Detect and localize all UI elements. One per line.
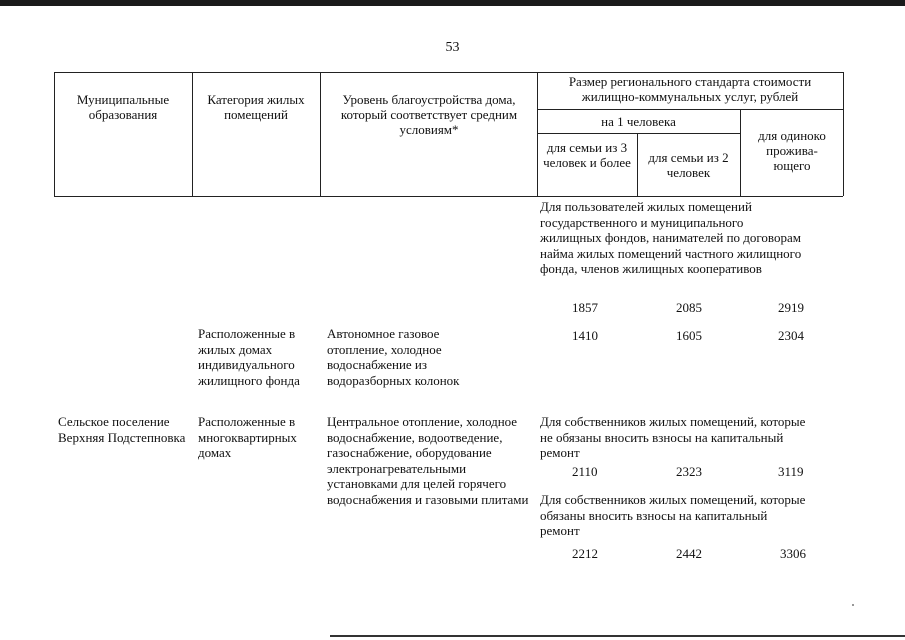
header-single: для одиноко прожива-ющего — [758, 128, 826, 173]
header-family-2: для семьи из 2 человек — [648, 150, 729, 180]
row2-amenities: Центральное отопление, холодное водоснабжение, водоотведение, газоснабжение, оборудование электронагревательными установками для целей горячего водоснабжения и газовыми плитами — [327, 414, 529, 507]
row2b-value-single: 3306 — [780, 546, 806, 561]
row1-value-single: 2304 — [778, 328, 804, 343]
header-family-3: для семьи из 3 человек и более — [543, 140, 631, 170]
row1-value-family3: 1410 — [572, 328, 598, 343]
page-number: 53 — [445, 40, 460, 55]
row2-note-b: Для собственников жилых помещений, которые обязаны вносить взносы на капитальный ремонт — [540, 492, 806, 538]
row1-value-family2: 1605 — [676, 328, 702, 343]
municipality-name: Сельское поселение Верхняя Подстепновка — [58, 414, 186, 445]
scan-bottom-border — [330, 635, 905, 637]
header-municipalities: Муниципальные образования — [76, 92, 170, 122]
row2-note-a: Для собственников жилых помещений, которые не обязаны вносить взносы на капитальный ремонт — [540, 414, 806, 460]
row0-value-family2: 2085 — [676, 300, 702, 315]
header-housing-category: Категория жилых помещений — [207, 92, 305, 122]
header-amenity-level: Уровень благоустройства дома, который соответствует средним условиям* — [340, 92, 518, 137]
row2a-value-family2: 2323 — [676, 464, 702, 479]
row2-category: Расположенные в многоквартирных домах — [198, 414, 297, 460]
row2b-value-family3: 2212 — [572, 546, 598, 561]
scan-speck — [852, 604, 854, 606]
row2b-value-family2: 2442 — [676, 546, 702, 561]
row0-value-family3: 1857 — [572, 300, 598, 315]
row1-amenities: Автономное газовое отопление, холодное водоснабжение из водоразборных колонок — [327, 326, 460, 388]
row2a-value-family3: 2110 — [572, 464, 598, 479]
header-per-person: на 1 человека — [601, 114, 676, 129]
row2a-value-single: 3119 — [778, 464, 804, 479]
row1-category: Расположенные в жилых домах индивидуального жилищного фонда — [198, 326, 300, 388]
row0-value-single: 2919 — [778, 300, 804, 315]
header-standard-cost: Размер регионального стандарта стоимости жилищно-коммунальных услуг, рублей — [568, 74, 812, 104]
row0-note: Для пользователей жилых помещений государственного и муниципального жилищных фондов, нанимателей по договорам найма жилых помещений частного жилищного фонда, членов жилищных кооперативов — [540, 199, 802, 276]
scan-top-border — [0, 0, 905, 6]
